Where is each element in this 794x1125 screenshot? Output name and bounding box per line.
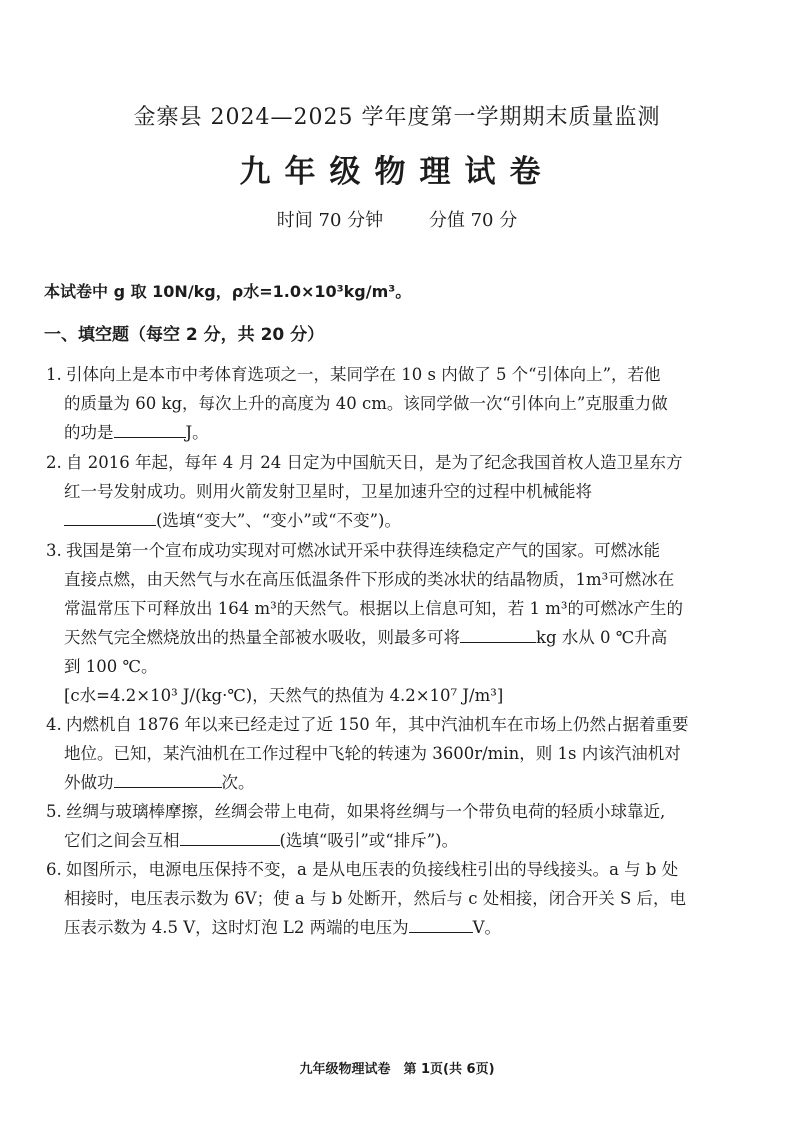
question-2 [46,448,746,535]
question-text: kg 水从 0 ℃升高 [536,628,668,647]
question-text: 天然气完全燃烧放出的热量全部被水吸收，则最多可将 [64,628,460,647]
question-number: 5. [46,802,62,821]
question-3 [46,536,746,710]
question-number: 3. [46,541,62,560]
question-text: 如图所示，电源电压保持不变，a 是从电压表的负接线柱引出的导线接头。a 与 b 处 [66,860,679,879]
exam-info [0,206,794,232]
exam-time: 时间 70 分钟 [276,210,384,231]
question-text: 自 2016 年起，每年 4 月 24 日定为中国航天日，是为了纪念我国首枚人造卫星东方 [66,453,683,472]
question-text: (选填“吸引”或“排斥”)。 [279,831,459,850]
question-text: 引体向上是本市中考体育选项之一，某同学在 10 s 内做了 5 个“引体向上”，若他 [66,365,661,384]
page-footer: 九年级物理试卷 第 1页(共 6页) [299,1062,495,1077]
exam-score: 分值 70 分 [428,210,518,231]
question-text: 丝绸与玻璃棒摩擦，丝绸会带上电荷，如果将丝绸与一个带负电荷的轻质小球靠近, [66,802,666,821]
question-text: 压表示数为 4.5 V，这时灯泡 L2 两端的电压为 [64,918,409,937]
answer-blank[interactable] [114,769,222,788]
question-text: J。 [185,423,209,442]
answer-blank[interactable] [64,507,156,526]
section-title: 一、填空题（每空 2 分，共 20 分） [44,325,325,345]
question-number: 2. [46,453,62,472]
exam-subject-title: 九年级物理试卷 [239,154,555,190]
question-text: 相接时，电压表示数为 6V；使 a 与 b 处断开，然后与 c 处相接，闭合开关 S 后，电 [64,889,687,908]
question-text: 外做功 [64,773,114,792]
answer-blank[interactable] [114,419,186,438]
question-text: 到 100 ℃。 [64,657,158,676]
question-formula: [c水=4.2×10³ J/(kg·℃)，天然气的热值为 4.2×10⁷ J/m³] [64,686,504,705]
question-5 [46,797,746,855]
question-text: 的功是 [64,423,114,442]
question-text: 它们之间会互相 [64,831,180,850]
question-text: 内燃机自 1876 年以来已经走过了近 150 年，其中汽油机车在市场上仍然占据着重要 [66,715,689,734]
answer-blank[interactable] [409,914,473,933]
question-text: 常温常压下可释放出 164 m³的天然气。根据以上信息可知，若 1 m³的可燃冰产生的 [64,599,683,618]
exam-series-title: 金寨县 2024—2025 学年度第一学期期末质量监测 [133,105,661,130]
answer-blank[interactable] [180,827,280,846]
constants-note: 本试卷中 g 取 10N/kg，ρ水=1.0×10³kg/m³。 [44,282,412,301]
question-text: (选填“变大”、“变小”或“不变”)。 [156,511,401,530]
question-text: 我国是第一个宣布成功实现对可燃冰试开采中获得连续稳定产气的国家。可燃冰能 [66,541,660,560]
question-number: 4. [46,715,62,734]
question-text: V。 [472,918,502,937]
question-1 [46,360,746,447]
question-6 [46,855,746,942]
question-text: 直接点燃，由天然气与水在高压低温条件下形成的类冰状的结晶物质，1m³可燃冰在 [64,570,675,589]
question-text: 的质量为 60 kg，每次上升的高度为 40 cm。该同学做一次“引体向上”克服重力做 [64,394,668,413]
answer-blank[interactable] [460,624,536,643]
question-text: 地位。已知，某汽油机在工作过程中飞轮的转速为 3600r/min，则 1s 内该汽油机对 [64,744,681,763]
question-number: 6. [46,860,62,879]
question-4 [46,710,746,797]
question-text: 红一号发射成功。则用火箭发射卫星时，卫星加速升空的过程中机械能将 [64,482,592,501]
question-text: 次。 [221,773,255,792]
question-number: 1. [46,365,62,384]
